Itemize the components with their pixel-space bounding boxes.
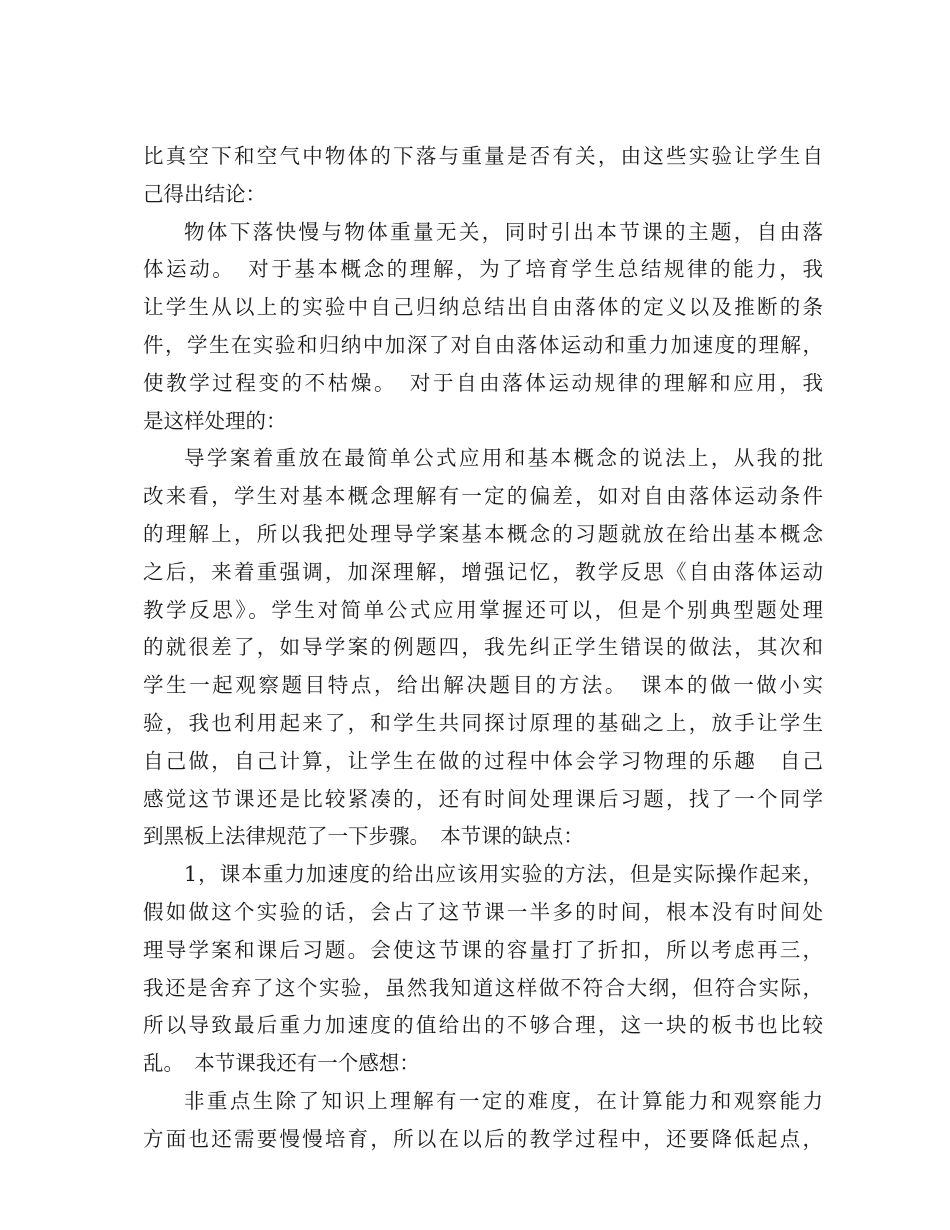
text-line: 假如做这个实验的话，会占了这节课一半多的时间，根本没有时间处 <box>143 899 823 924</box>
text-line: 验，我也利用起来了，和学生共同探讨原理的基础之上，放手让学生 <box>143 710 823 735</box>
text-line: 所以导致最后重力加速度的值给出的不够合理，这一块的板书也比较 <box>143 1013 823 1038</box>
text-line: 的就很差了，如导学案的例题四，我先纠正学生错误的做法，其次和 <box>143 635 823 660</box>
text-line: 改来看，学生对基本概念理解有一定的偏差，如对自由落体运动条件 <box>143 484 823 509</box>
document-body <box>143 138 823 1159</box>
text-line: 我还是舍弃了这个实验，虽然我知道这样做不符合大纲，但符合实际， <box>143 975 823 1000</box>
paragraph-1 <box>143 138 823 214</box>
text-line: 导学案着重放在最简单公式应用和基本概念的说法上，从我的批 <box>184 446 823 471</box>
text-line: 使教学过程变的不枯燥。 对于自由落体运动规律的理解和应用，我 <box>143 370 823 395</box>
paragraph-3 <box>143 440 823 856</box>
text-line: 学生一起观察题目特点，给出解决题目的方法。 课本的做一做小实 <box>143 673 823 698</box>
text-line: 的理解上，所以我把处理导学案基本概念的习题就放在给出基本概念 <box>143 521 823 546</box>
text-line: 体运动。 对于基本概念的理解，为了培育学生总结规律的能力，我 <box>143 257 823 282</box>
text-line: 是这样处理的： <box>143 408 287 433</box>
paragraph-5 <box>143 1083 823 1159</box>
text-line: 乱。 本节课我还有一个感想： <box>143 1051 420 1076</box>
text-line: 件，学生在实验和归纳中加深了对自由落体运动和重力加速度的理解， <box>143 332 823 357</box>
text-line: 自己做，自己计算，让学生在做的过程中体会学习物理的乐趣 自己 <box>143 748 823 773</box>
text-line: 方面也还需要慢慢培育，所以在以后的教学过程中，还要降低起点， <box>143 1126 823 1151</box>
text-line: 非重点生除了知识上理解有一定的难度，在计算能力和观察能力 <box>184 1088 823 1113</box>
text-line: 己得出结论： <box>143 181 266 206</box>
text-line: 之后，来着重强调，加深理解，增强记忆，教学反思《自由落体运动 <box>143 559 823 584</box>
text-line: 物体下落快慢与物体重量无关，同时引出本节课的主题，自由落 <box>184 219 823 244</box>
text-line: 比真空下和空气中物体的下落与重量是否有关，由这些实验让学生自 <box>143 144 823 168</box>
text-line: 让学生从以上的实验中自己归纳总结出自由落体的定义以及推断的条 <box>143 295 823 320</box>
text-line: 到黑板上法律规范了一下步骤。 本节课的缺点： <box>143 824 584 849</box>
text-line: 感觉这节课还是比较紧凑的，还有时间处理课后习题，找了一个同学 <box>143 786 823 811</box>
paragraph-2 <box>143 214 823 441</box>
text-line: 理导学案和课后习题。会使这节课的容量打了折扣，所以考虑再三， <box>143 937 823 962</box>
text-line: 1，课本重力加速度的给出应该用实验的方法，但是实际操作起来， <box>184 862 823 887</box>
text-line: 教学反思》。学生对简单公式应用掌握还可以，但是个别典型题处理 <box>143 597 823 622</box>
paragraph-4 <box>143 856 823 1083</box>
